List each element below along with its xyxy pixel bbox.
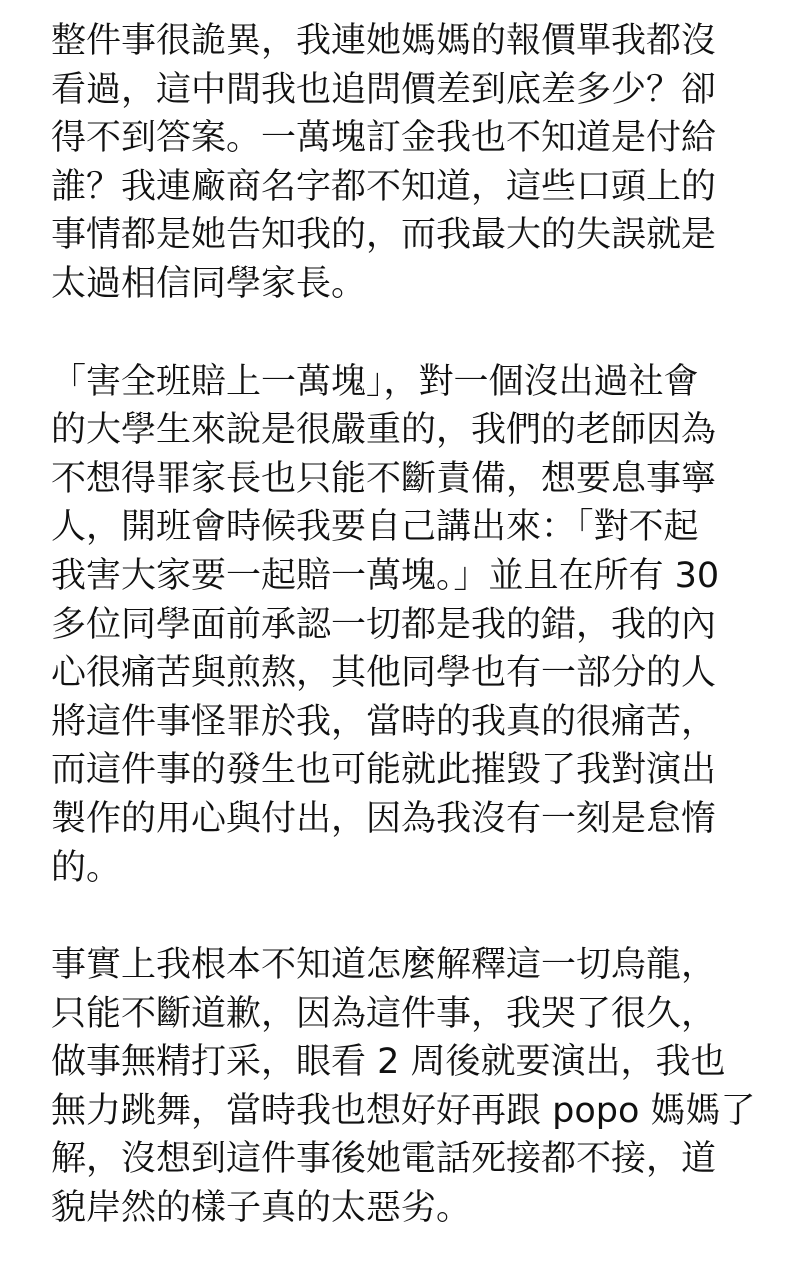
text-line: 整件事很詭異，我連她媽媽的報價單我都沒 <box>51 21 717 61</box>
paragraph-spacer <box>51 892 760 941</box>
text-line: 只能不斷道歉，因為這件事，我哭了很久， <box>51 993 717 1034</box>
paragraph-3 <box>51 941 760 1233</box>
text-line: 無力跳舞，當時我也想好好再跟 popo 媽媽了 <box>51 1090 756 1131</box>
text-line: 事情都是她告知我的，而我最大的失誤就是 <box>51 215 717 256</box>
paragraph-spacer <box>51 309 760 358</box>
text-line: 誰？我連廠商名字都不知道，這些口頭上的 <box>51 166 717 207</box>
text-line: 「害全班賠上一萬塊」，對一個沒出過社會 <box>51 361 699 402</box>
text-line: 製作的用心與付出，因為我沒有一刻是怠惰 <box>51 798 717 839</box>
text-line: 解，沒想到這件事後她電話死接都不接，道 <box>51 1139 717 1180</box>
text-line: 貌岸然的樣子真的太惡劣。 <box>51 1188 472 1229</box>
text-line: 的。 <box>51 847 122 888</box>
text-line: 心很痛苦與煎熬，其他同學也有一部分的人 <box>51 653 717 694</box>
text-line: 太過相信同學家長。 <box>51 263 367 304</box>
text-line: 看過，這中間我也追問價差到底差多少？卻 <box>51 69 717 110</box>
text-line: 我害大家要一起賠一萬塊。」並且在所有 30 <box>51 555 720 596</box>
paragraph-1 <box>51 17 760 309</box>
text-line: 而這件事的發生也可能就此摧毀了我對演出 <box>51 750 717 791</box>
text-line: 事實上我根本不知道怎麼解釋這一切烏龍， <box>51 945 717 986</box>
text-line: 不想得罪家長也只能不斷責備，想要息事寧 <box>51 458 717 499</box>
text-line: 將這件事怪罪於我，當時的我真的很痛苦， <box>51 701 717 742</box>
text-line: 得不到答案。一萬塊訂金我也不知道是付給 <box>51 118 717 159</box>
text-line: 人，開班會時候我要自己講出來：「對不起 <box>51 507 699 548</box>
paragraph-2 <box>51 358 760 893</box>
text-line: 多位同學面前承認一切都是我的錯，我的內 <box>51 604 717 645</box>
text-line: 做事無精打采，眼看 2 周後就要演出，我也 <box>51 1042 726 1083</box>
text-line: 的大學生來說是很嚴重的，我們的老師因為 <box>51 410 717 451</box>
